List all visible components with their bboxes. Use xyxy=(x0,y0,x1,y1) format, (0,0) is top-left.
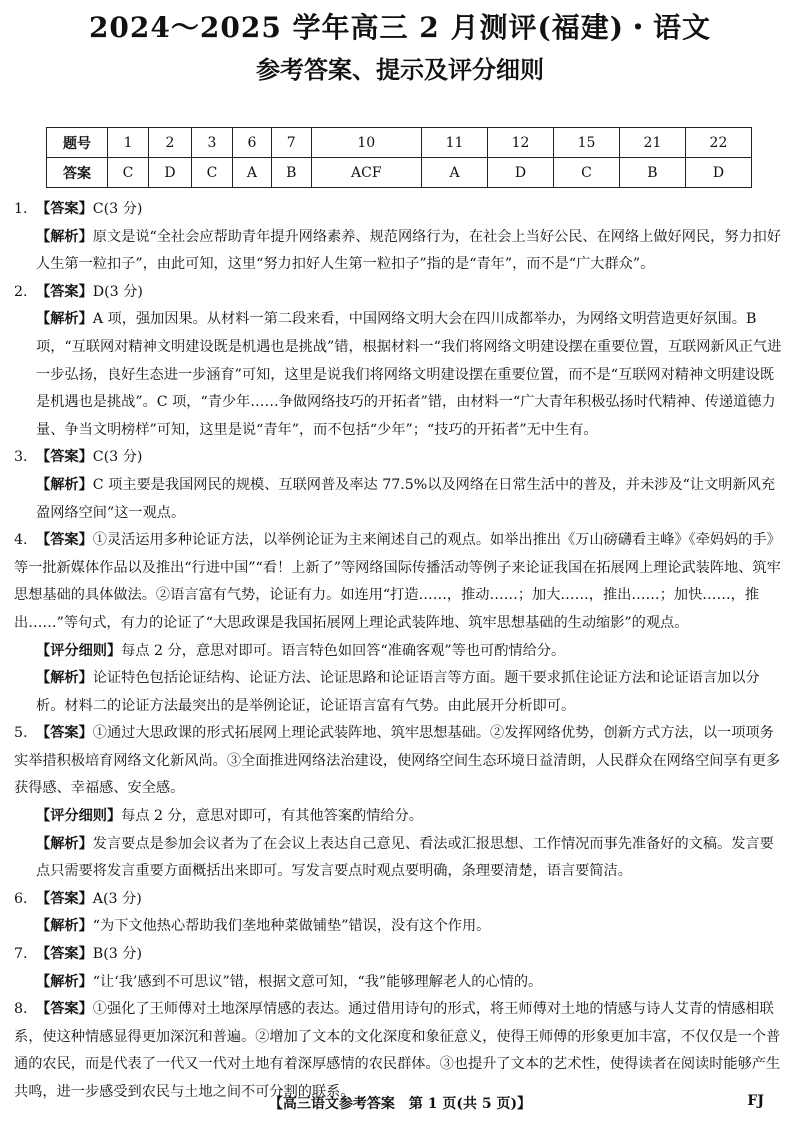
analysis-tag: 【解析】 xyxy=(36,476,93,493)
rubric-paragraph xyxy=(14,638,784,666)
answer-tag: 【答案】 xyxy=(36,946,93,963)
page-title: 2024～2025 学年高三 2 月测评(福建)・语文 xyxy=(88,11,712,44)
analysis-tag: 【解析】 xyxy=(36,311,93,328)
answer-text: A(3 分) xyxy=(92,890,142,907)
question-number-label: 1. xyxy=(14,201,28,217)
question-number-row xyxy=(47,128,752,158)
row-label-question: 题号 xyxy=(47,128,108,158)
question-number: 6 xyxy=(232,128,271,158)
analysis-text: C 项主要是我国网民的规模、互联网普及率达 77.5%以及网络在日常生活中的普及，并未涉及“让文明新风充盈网络空间”这一观点。 xyxy=(36,476,776,521)
analysis-text: 原文是说“全社会应帮助青年提升网络素养、规范网络行为，在社会上当好公民、在网络上做好网民，努力扣好人生第一粒扣子”，由此可知，这里“努力扣好人生第一粒扣子”指的是“青年”，而不是“广大群众”。 xyxy=(36,228,782,273)
answer-cell: ACF xyxy=(311,158,422,188)
question-item xyxy=(14,196,784,224)
question-item xyxy=(14,444,784,472)
answer-cell: D xyxy=(488,158,554,188)
answer-text: C(3 分) xyxy=(92,449,143,466)
question-number: 15 xyxy=(554,128,620,158)
answer-cell: C xyxy=(191,158,232,188)
question-number-label: 3. xyxy=(14,449,28,466)
question-number-label: 8. xyxy=(14,1001,28,1018)
analysis-paragraph xyxy=(14,224,784,279)
answer-tag: 【答案】 xyxy=(36,532,93,549)
answer-row xyxy=(47,158,752,188)
answer-cell: C xyxy=(108,158,149,188)
analysis-paragraph xyxy=(14,831,784,886)
analysis-text: 发言要点是参加会议者为了在会议上表达自己意见、看法或汇报思想、工作情况而事先准备好的文稿。发言要点只需要将发言重要方面概括出来即可。写发言要点时观点要明确，条理要清楚，语言要简洁。 xyxy=(36,835,774,880)
rubric-text: 每点 2 分，意思对即可。语言特色如回答“准确客观”等也可酌情给分。 xyxy=(121,642,566,659)
analysis-text: 论证特色包括论证结构、论证方法、论证思路和论证语言等方面。题干要求抓住论证方法和论证语言加以分析。材料二的论证方法最突出的是举例论证，论证语言富有气势。由此展开分析即可。 xyxy=(36,670,760,714)
question-number: 21 xyxy=(619,128,685,158)
analysis-text: “让‘我’感到不可思议”错，根据文意可知，“我”能够理解老人的心情的。 xyxy=(92,973,543,990)
answer-table xyxy=(46,127,752,188)
answer-text: ①灵活运用多种论证方法，以举例论证为主来阐述自己的观点。如举出推出《万山磅礴看主峰》《牵妈妈的手》等一批新媒体作品以及推出“行进中国”“看！上新了”等网络国际传播活动等例子来论证我国在拓展网上理论武装阵地、筑牢思想基础的具体做法。②语言富有气势，论证有力。如连用“打造……，推动……；加大……，推出……；加快……，推出……”等句式，有力的论证了“大思政课是我国拓展网上理论武装阵地、筑牢思想基础的生动缩影”的观点。 xyxy=(14,532,781,631)
answer-tag: 【答案】 xyxy=(36,449,93,466)
analysis-tag: 【解析】 xyxy=(36,835,93,852)
answer-tag: 【答案】 xyxy=(36,283,93,300)
question-number: 22 xyxy=(685,128,751,158)
answer-text: ①通过大思政课的形式拓展网上理论武装阵地、筑牢思想基础。②发挥网络优势，创新方式方法，以一项项务实举措积极培育网络文化新风尚。③全面推进网络法治建设，使网络空间生态环境日益清朗，人民群众在网络空间享有更多获得感、幸福感、安全感。 xyxy=(14,725,781,797)
rubric-tag: 【评分细则】 xyxy=(36,642,122,659)
question-number: 12 xyxy=(488,128,554,158)
analysis-text: “为下文他热心帮助我们垄地种菜做铺垫”错误，没有这个作用。 xyxy=(92,918,491,935)
answer-cell: A xyxy=(232,158,271,188)
question-number-label: 7. xyxy=(14,946,28,963)
answer-cell: C xyxy=(554,158,620,188)
question-item xyxy=(14,527,784,637)
analysis-paragraph xyxy=(14,969,784,997)
question-item xyxy=(14,941,784,969)
question-item xyxy=(14,886,784,914)
answer-cell: B xyxy=(271,158,311,188)
footer-region-code: FJ xyxy=(747,1093,764,1109)
answer-text: B(3 分) xyxy=(92,946,142,963)
answer-text: C(3 分) xyxy=(92,201,143,217)
answer-text: ①强化了王师傅对土地深厚情感的表达。通过借用诗句的形式，将王师傅对土地的情感与诗人艾青的情感相联系，使这种情感显得更加深沉和普遍。②增加了文本的文化深度和象征意义，使得王师傅的形象更加丰富，不仅仅是一个普通的农民，而是代表了一代又一代对土地有着深厚感情的农民群体。③也提升了文本的艺术性，使得读者在阅读时能够产生共鸣，进一步感受到农民与土地之间不可分割的联系。 xyxy=(14,1001,781,1100)
answer-tag: 【答案】 xyxy=(36,725,93,742)
question-number-label: 6. xyxy=(14,890,28,907)
analysis-tag: 【解析】 xyxy=(36,228,93,245)
analysis-paragraph xyxy=(14,665,784,720)
answer-tag: 【答案】 xyxy=(36,201,93,217)
question-number: 3 xyxy=(191,128,232,158)
page-subtitle: 参考答案、提示及评分细则 xyxy=(256,55,544,84)
question-number: 1 xyxy=(108,128,149,158)
row-label-answer: 答案 xyxy=(47,158,108,188)
question-item xyxy=(14,996,784,1106)
answer-text: D(3 分) xyxy=(92,283,143,300)
analysis-paragraph xyxy=(14,913,784,941)
answer-cell: A xyxy=(422,158,488,188)
rubric-paragraph xyxy=(14,803,784,831)
page-footer: 【高三语文参考答案 第 1 页(共 5 页)】 xyxy=(268,1096,532,1112)
analysis-tag: 【解析】 xyxy=(36,918,93,935)
question-number: 10 xyxy=(311,128,422,158)
analysis-paragraph xyxy=(14,306,784,444)
question-number-label: 2. xyxy=(14,283,28,300)
answer-tag: 【答案】 xyxy=(36,1001,93,1018)
answer-cell: D xyxy=(685,158,751,188)
rubric-text: 每点 2 分，意思对即可，有其他答案酌情给分。 xyxy=(121,808,423,825)
question-item xyxy=(14,279,784,307)
question-number: 11 xyxy=(422,128,488,158)
answer-cell: B xyxy=(619,158,685,188)
question-number-label: 5. xyxy=(14,725,28,742)
answer-cell: D xyxy=(149,158,192,188)
question-number: 7 xyxy=(271,128,311,158)
answer-explanations xyxy=(14,196,784,1107)
analysis-text: A 项，强加因果。从材料一第二段来看，中国网络文明大会在四川成都举办，为网络文明营造更好氛围。B 项，“互联网对精神文明建设既是机遇也是挑战”错，根据材料一“我们将网络文明建设摆在重要位置，互联网新风正气进一步弘扬，良好生态进一步涵育”可知，这里是说我们将网络文明建设摆在重要位置，而不是“互联网对精神文明建设既是机遇也是挑战”。C 项，“青少年……争做网络技巧的开拓者”错，由材料一“广大青年积极弘扬时代精神、传递道德力量、争当文明榜样”可知，这里是说“青年”，而不包括“少年”；“技巧的开拓者”无中生有。 xyxy=(36,311,782,438)
analysis-paragraph xyxy=(14,472,784,527)
question-item xyxy=(14,720,784,803)
question-number: 2 xyxy=(149,128,192,158)
analysis-tag: 【解析】 xyxy=(36,670,93,687)
rubric-tag: 【评分细则】 xyxy=(36,808,122,825)
analysis-tag: 【解析】 xyxy=(36,973,93,990)
question-number-label: 4. xyxy=(14,532,28,549)
answer-tag: 【答案】 xyxy=(36,890,93,907)
